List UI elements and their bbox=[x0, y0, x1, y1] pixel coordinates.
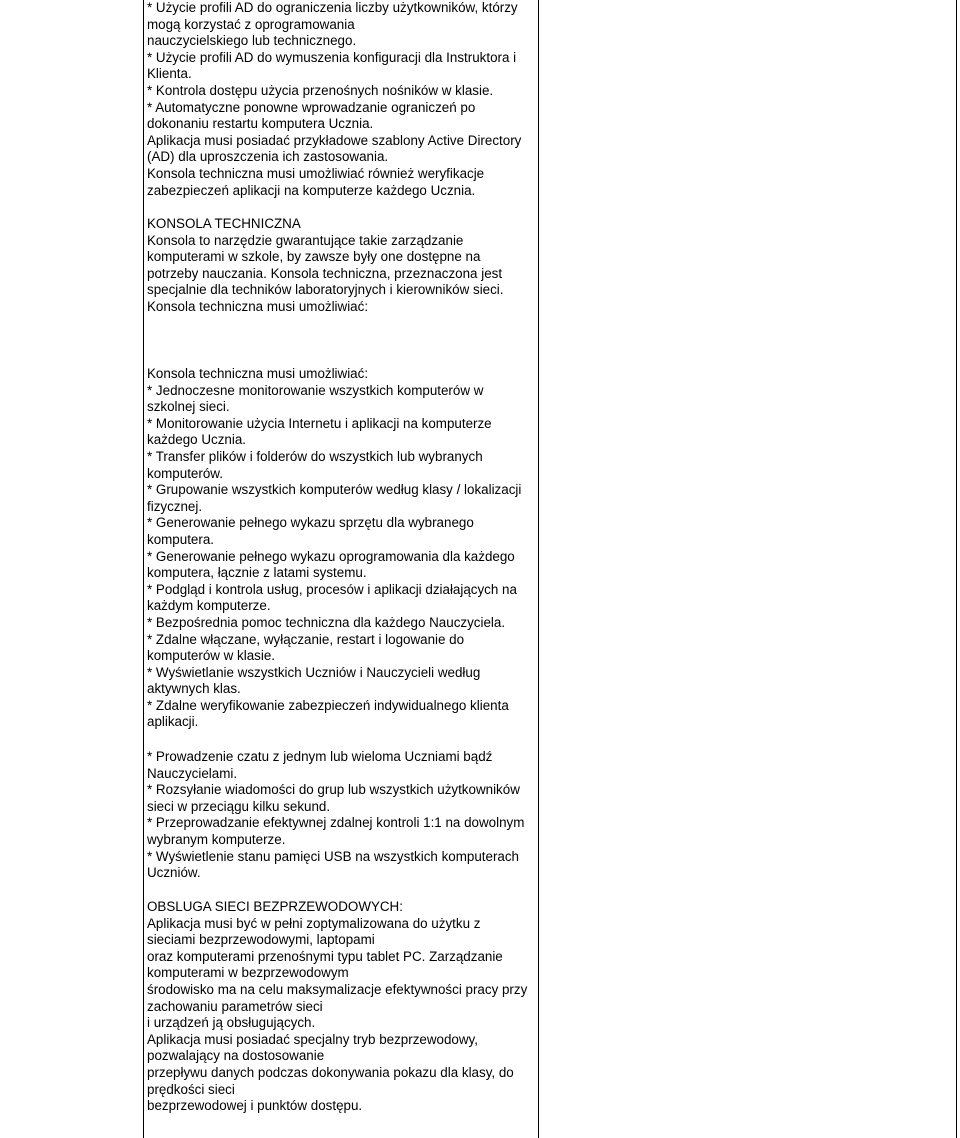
text-line: Aplikacja musi posiadać przykładowe szablony Active Directory bbox=[147, 132, 522, 148]
text-line: oraz komputerami przenośnymi typu tablet PC. Zarządzanie bbox=[147, 948, 503, 964]
text-line: bezprzewodowej i punktów dostępu. bbox=[147, 1098, 363, 1114]
text-line: * Zdalne weryfikowanie zabezpieczeń indywidualnego klienta bbox=[147, 697, 509, 713]
ad-profiles-block bbox=[147, 0, 535, 199]
text-line: * Bezpośrednia pomoc techniczna dla każdego Nauczyciela. bbox=[147, 614, 506, 630]
text-line: szkolnej sieci. bbox=[147, 399, 230, 415]
text-line: komputerów. bbox=[147, 465, 223, 481]
text-line: komputera, łącznie z latami systemu. bbox=[147, 565, 367, 581]
text-line: każdego Ucznia. bbox=[147, 432, 246, 448]
text-line: środowisko ma na celu maksymalizacje efektywności pracy przy bbox=[147, 981, 528, 997]
text-line: zachowaniu parametrów sieci bbox=[147, 998, 323, 1014]
text-line: KONSOLA TECHNICZNA bbox=[147, 216, 301, 231]
text-line: * Jednoczesne monitorowanie wszystkich komputerów w bbox=[147, 382, 484, 398]
text-line: * Podgląd i kontrola usług, procesów i aplikacji działających na bbox=[147, 581, 517, 597]
text-line: Aplikacja musi posiadać specjalny tryb bezprzewodowy, bbox=[147, 1031, 478, 1047]
text-line: dokonaniu restartu komputera Ucznia. bbox=[147, 116, 374, 132]
text-line: przepływu danych podczas dokonywania pokazu dla klasy, do bbox=[147, 1064, 514, 1080]
text-line: * Prowadzenie czatu z jednym lub wieloma Uczniami bądź bbox=[147, 749, 493, 764]
text-line: * Wyświetlanie wszystkich Uczniów i Nauczycieli według bbox=[147, 664, 481, 680]
text-line: * Grupowanie wszystkich komputerów według klasy / lokalizacji bbox=[147, 482, 522, 498]
text-line: prędkości sieci bbox=[147, 1081, 235, 1097]
text-line: Konsola techniczna musi umożliwiać: bbox=[147, 366, 369, 381]
text-line: Aplikacja musi być w pełni zoptymalizowana do użytku z bbox=[147, 915, 481, 931]
text-line: Uczniów. bbox=[147, 865, 201, 881]
text-line: * Przeprowadzanie efektywnej zdalnej kontroli 1:1 na dowolnym bbox=[147, 815, 525, 831]
text-line: * Użycie profili AD do ograniczenia liczby użytkowników, którzy bbox=[147, 0, 518, 15]
text-line: specjalnie dla techników laboratoryjnych i kierowników sieci. bbox=[147, 282, 504, 298]
text-line: * Monitorowanie użycia Internetu i aplikacji na komputerze bbox=[147, 415, 492, 431]
text-line: Klienta. bbox=[147, 66, 192, 82]
text-line: Konsola techniczna musi umożliwiać: bbox=[147, 298, 369, 314]
text-line: (AD) dla uproszczenia ich zastosowania. bbox=[147, 149, 389, 165]
text-line: * Automatyczne ponowne wprowadzanie ograniczeń po bbox=[147, 99, 476, 115]
text-line: * Transfer plików i folderów do wszystkich lub wybranych bbox=[147, 448, 483, 464]
text-line: * Rozsyłanie wiadomości do grup lub wszystkich użytkowników bbox=[147, 782, 520, 798]
text-line: pozwalający na dostosowanie bbox=[147, 1048, 325, 1064]
text-line: OBSLUGA SIECI BEZPRZEWODOWYCH: bbox=[147, 899, 403, 914]
technical-console-features-block bbox=[147, 366, 535, 731]
text-line: * Użycie profili AD do wymuszenia konfiguracji dla Instruktora i bbox=[147, 49, 517, 65]
table-border-left bbox=[143, 0, 144, 1138]
text-line: i urządzeń ją obsługujących. bbox=[147, 1015, 316, 1031]
text-line: * Zdalne włączane, wyłączanie, restart i logowanie do bbox=[147, 631, 465, 647]
text-line: komputera. bbox=[147, 531, 214, 547]
table-border-right bbox=[956, 0, 957, 1138]
text-line: wybranym komputerze. bbox=[147, 831, 286, 847]
text-line: * Wyświetlenie stanu pamięci USB na wszystkich komputerach bbox=[147, 848, 519, 864]
text-line: zabezpieczeń aplikacji na komputerze każdego Ucznia. bbox=[147, 182, 476, 198]
text-line: * Generowanie pełnego wykazu sprzętu dla wybranego bbox=[147, 515, 474, 531]
text-line: * Generowanie pełnego wykazu oprogramowania dla każdego bbox=[147, 548, 515, 564]
text-line: fizycznej. bbox=[147, 498, 203, 514]
text-line: nauczycielskiego lub technicznego. bbox=[147, 33, 357, 49]
text-line: komputerów w klasie. bbox=[147, 648, 276, 664]
wireless-support-block bbox=[147, 899, 535, 1115]
table-border-middle bbox=[538, 0, 539, 1138]
text-line: komputerami w szkole, by zawsze były one dostępne na bbox=[147, 249, 481, 265]
text-line: sieci w przeciągu kilku sekund. bbox=[147, 798, 331, 814]
communication-features-block bbox=[147, 749, 535, 882]
text-line: mogą korzystać z oprogramowania bbox=[147, 16, 355, 32]
text-line: sieciami bezprzewodowymi, laptopami bbox=[147, 932, 375, 948]
text-line: każdym komputerze. bbox=[147, 598, 271, 614]
text-line: aktywnych klas. bbox=[147, 681, 241, 697]
text-line: aplikacji. bbox=[147, 714, 199, 730]
text-line: Konsola techniczna musi umożliwiać również weryfikacje bbox=[147, 165, 485, 181]
text-line: potrzeby nauczania. Konsola techniczna, przeznaczona jest bbox=[147, 265, 503, 281]
text-line: Nauczycielami. bbox=[147, 765, 238, 781]
text-line: * Kontrola dostępu użycia przenośnych nośników w klasie. bbox=[147, 82, 494, 98]
technical-console-intro-block bbox=[147, 216, 535, 316]
text-line: Konsola to narzędzie gwarantujące takie zarządzanie bbox=[147, 232, 464, 248]
text-line: komputerami w bezprzewodowym bbox=[147, 965, 349, 981]
